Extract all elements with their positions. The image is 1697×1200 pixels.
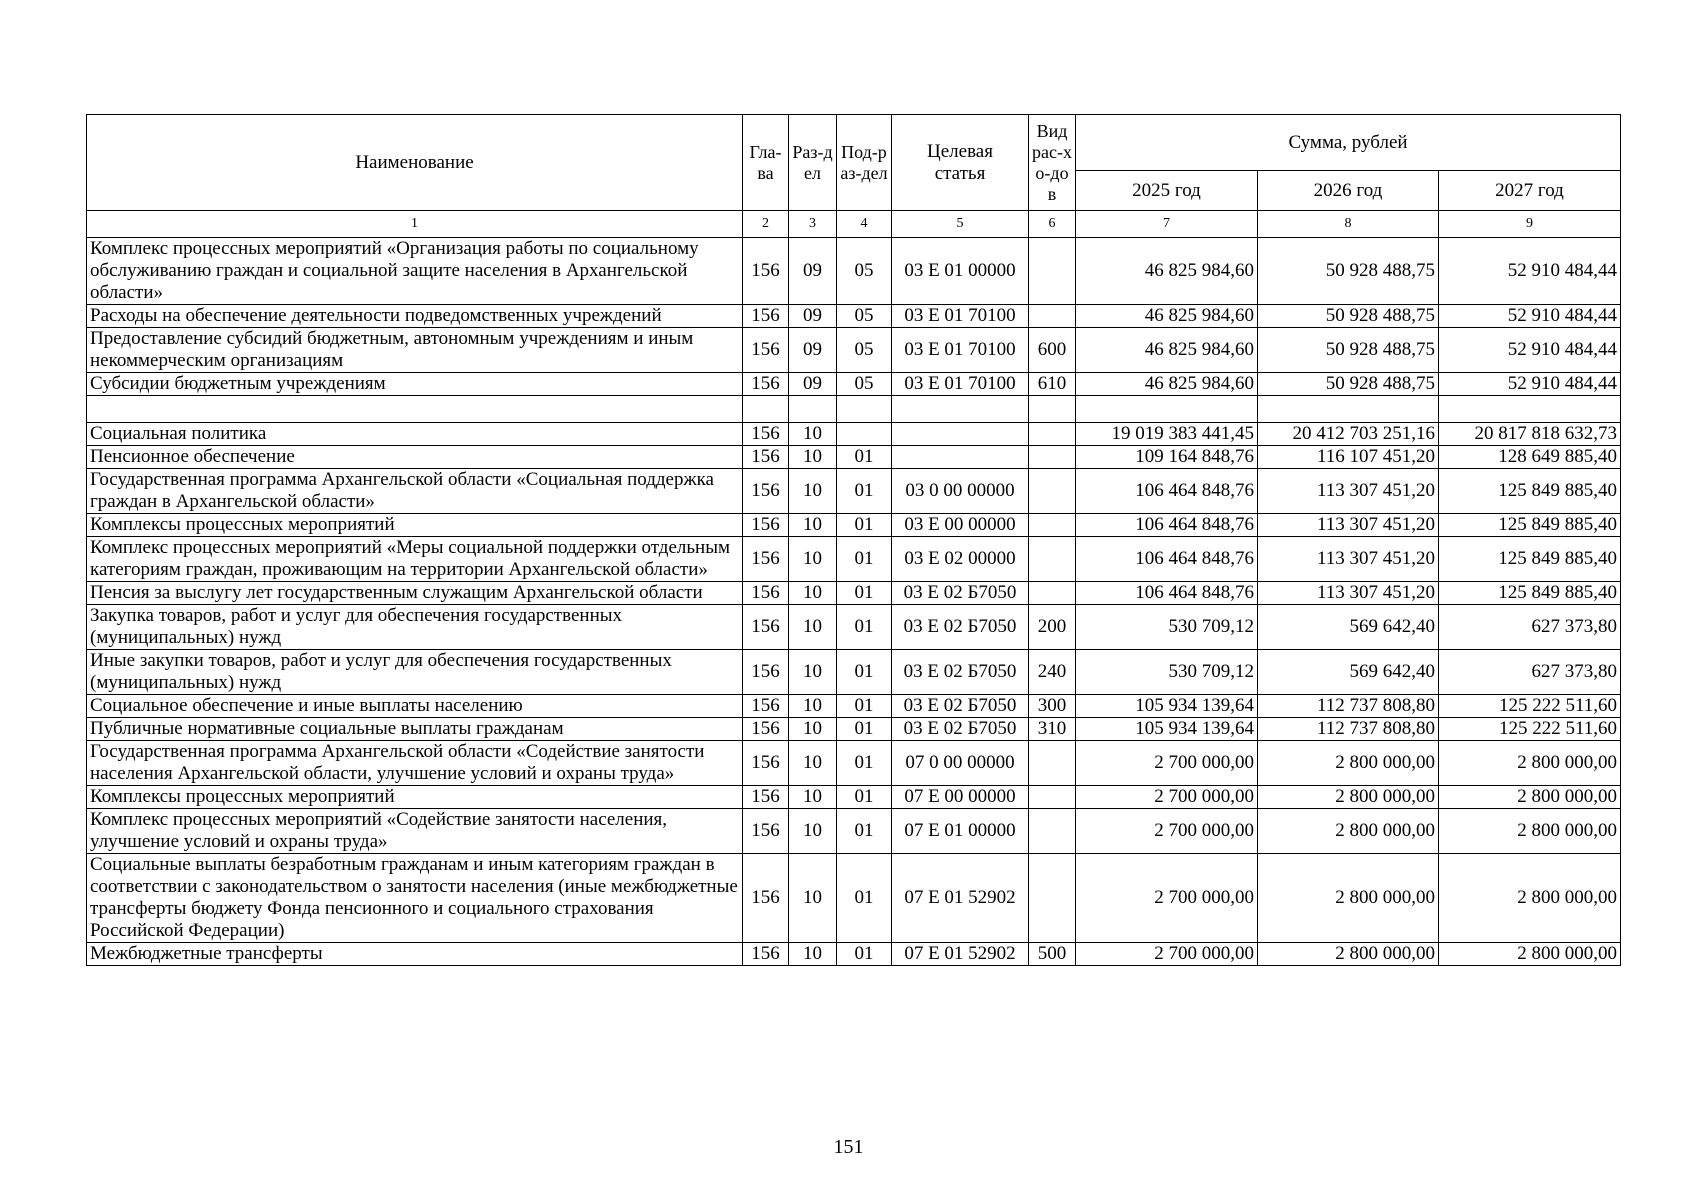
table-row (87, 469, 1621, 514)
row-sum-2027: 125 849 885,40 (1439, 469, 1621, 514)
row-chapter: 156 (743, 238, 789, 305)
row-sum-2027: 52 910 484,44 (1439, 238, 1621, 305)
row-section: 10 (789, 786, 837, 809)
row-subsection: 01 (837, 695, 892, 718)
header-section (789, 115, 837, 211)
table-row (87, 650, 1621, 695)
row-subsection (837, 396, 892, 423)
row-target-article: 03 Е 01 70100 (892, 373, 1029, 396)
table-row (87, 786, 1621, 809)
column-number: 5 (892, 211, 1029, 238)
row-subsection: 01 (837, 741, 892, 786)
row-target-article: 03 Е 02 Б7050 (892, 650, 1029, 695)
row-expense-type: 300 (1029, 695, 1076, 718)
row-sum-2026: 2 800 000,00 (1258, 786, 1439, 809)
row-name: Комплекс процессных мероприятий «Содействие занятости населения, улучшение условий и охраны труда» (87, 809, 743, 854)
row-sum-2025: 2 700 000,00 (1076, 741, 1258, 786)
table-row (87, 741, 1621, 786)
row-expense-type: 200 (1029, 605, 1076, 650)
row-sum-2027: 2 800 000,00 (1439, 786, 1621, 809)
row-target-article: 07 Е 01 52902 (892, 854, 1029, 943)
row-chapter: 156 (743, 446, 789, 469)
header-section-label: Раз-дел (792, 141, 833, 183)
row-sum-2027: 20 817 818 632,73 (1439, 423, 1621, 446)
row-sum-2026: 2 800 000,00 (1258, 943, 1439, 966)
row-chapter: 156 (743, 373, 789, 396)
row-expense-type (1029, 514, 1076, 537)
row-sum-2026: 2 800 000,00 (1258, 854, 1439, 943)
header-subsection (837, 115, 892, 211)
row-subsection: 01 (837, 446, 892, 469)
column-number: 3 (789, 211, 837, 238)
row-subsection: 05 (837, 305, 892, 328)
row-sum-2027: 2 800 000,00 (1439, 943, 1621, 966)
row-expense-type: 600 (1029, 328, 1076, 373)
row-subsection: 01 (837, 854, 892, 943)
row-section: 10 (789, 605, 837, 650)
row-chapter: 156 (743, 786, 789, 809)
row-sum-2027: 627 373,80 (1439, 605, 1621, 650)
row-sum-2025: 2 700 000,00 (1076, 854, 1258, 943)
row-chapter: 156 (743, 650, 789, 695)
row-sum-2027: 2 800 000,00 (1439, 741, 1621, 786)
row-name: Предоставление субсидий бюджетным, автономным учреждениям и иным некоммерческим организациям (87, 328, 743, 373)
row-sum-2026: 113 307 451,20 (1258, 582, 1439, 605)
row-sum-2026: 116 107 451,20 (1258, 446, 1439, 469)
header-target-article-label: Целевая статья (927, 140, 993, 184)
row-expense-type (1029, 854, 1076, 943)
row-subsection: 01 (837, 718, 892, 741)
column-number: 2 (743, 211, 789, 238)
table-row (87, 718, 1621, 741)
row-name: Государственная программа Архангельской области «Содействие занятости населения Архангельской области, улучшение условий и охраны труда» (87, 741, 743, 786)
row-sum-2025: 2 700 000,00 (1076, 786, 1258, 809)
row-section: 09 (789, 328, 837, 373)
row-subsection: 01 (837, 650, 892, 695)
row-expense-type (1029, 786, 1076, 809)
column-number: 8 (1258, 211, 1439, 238)
row-sum-2027: 128 649 885,40 (1439, 446, 1621, 469)
row-sum-2026: 569 642,40 (1258, 650, 1439, 695)
row-subsection: 01 (837, 943, 892, 966)
row-sum-2027: 125 849 885,40 (1439, 514, 1621, 537)
row-target-article: 03 Е 01 70100 (892, 328, 1029, 373)
row-expense-type (1029, 423, 1076, 446)
row-subsection: 01 (837, 514, 892, 537)
row-expense-type: 310 (1029, 718, 1076, 741)
row-sum-2025: 109 164 848,76 (1076, 446, 1258, 469)
row-sum-2027: 52 910 484,44 (1439, 305, 1621, 328)
row-expense-type (1029, 396, 1076, 423)
row-target-article: 03 Е 01 70100 (892, 305, 1029, 328)
header-sum: Сумма, рублей (1076, 115, 1621, 171)
row-name: Иные закупки товаров, работ и услуг для обеспечения государственных (муниципальных) нужд (87, 650, 743, 695)
row-target-article: 07 Е 01 00000 (892, 809, 1029, 854)
row-expense-type: 240 (1029, 650, 1076, 695)
row-sum-2025: 106 464 848,76 (1076, 537, 1258, 582)
row-name: Пенсия за выслугу лет государственным служащим Архангельской области (87, 582, 743, 605)
row-section (789, 396, 837, 423)
row-sum-2027: 2 800 000,00 (1439, 809, 1621, 854)
row-expense-type (1029, 469, 1076, 514)
row-target-article: 03 Е 02 00000 (892, 537, 1029, 582)
row-sum-2027: 125 222 511,60 (1439, 695, 1621, 718)
column-number: 1 (87, 211, 743, 238)
row-section: 10 (789, 943, 837, 966)
row-sum-2027: 52 910 484,44 (1439, 373, 1621, 396)
row-section: 09 (789, 238, 837, 305)
page-number: 151 (833, 1136, 864, 1158)
table-row (87, 695, 1621, 718)
row-section: 10 (789, 809, 837, 854)
row-subsection: 01 (837, 537, 892, 582)
row-sum-2026: 20 412 703 251,16 (1258, 423, 1439, 446)
row-target-article: 07 0 00 00000 (892, 741, 1029, 786)
row-section: 09 (789, 305, 837, 328)
row-sum-2026: 113 307 451,20 (1258, 514, 1439, 537)
table-row (87, 328, 1621, 373)
header-target-article (892, 115, 1029, 211)
row-section: 10 (789, 582, 837, 605)
row-target-article: 03 Е 00 00000 (892, 514, 1029, 537)
header-chapter (743, 115, 789, 211)
row-target-article: 03 Е 01 00000 (892, 238, 1029, 305)
table-body (87, 238, 1621, 966)
row-expense-type (1029, 305, 1076, 328)
row-sum-2026: 112 737 808,80 (1258, 695, 1439, 718)
row-name: Публичные нормативные социальные выплаты гражданам (87, 718, 743, 741)
row-sum-2025: 106 464 848,76 (1076, 582, 1258, 605)
row-sum-2026: 569 642,40 (1258, 605, 1439, 650)
row-sum-2025: 106 464 848,76 (1076, 514, 1258, 537)
row-target-article: 03 Е 02 Б7050 (892, 695, 1029, 718)
row-sum-2025: 530 709,12 (1076, 650, 1258, 695)
row-chapter: 156 (743, 809, 789, 854)
row-sum-2026: 50 928 488,75 (1258, 373, 1439, 396)
row-subsection: 05 (837, 373, 892, 396)
table-row (87, 854, 1621, 943)
table-row (87, 537, 1621, 582)
row-chapter: 156 (743, 741, 789, 786)
header-year-2027: 2027 год (1439, 171, 1621, 211)
row-target-article: 03 Е 02 Б7050 (892, 605, 1029, 650)
row-subsection: 01 (837, 809, 892, 854)
row-sum-2027: 2 800 000,00 (1439, 854, 1621, 943)
row-chapter: 156 (743, 328, 789, 373)
row-section: 10 (789, 423, 837, 446)
row-sum-2026: 113 307 451,20 (1258, 537, 1439, 582)
row-target-article: 07 Е 01 52902 (892, 943, 1029, 966)
row-expense-type (1029, 741, 1076, 786)
header-chapter-label: Гла-ва (749, 141, 782, 183)
table-row (87, 373, 1621, 396)
budget-table (86, 114, 1621, 966)
row-target-article: 03 0 00 00000 (892, 469, 1029, 514)
row-target-article: 03 Е 02 Б7050 (892, 582, 1029, 605)
row-section: 10 (789, 469, 837, 514)
table-row (87, 423, 1621, 446)
row-name: Межбюджетные трансферты (87, 943, 743, 966)
row-sum-2025 (1076, 396, 1258, 423)
row-sum-2026: 2 800 000,00 (1258, 741, 1439, 786)
row-sum-2026: 50 928 488,75 (1258, 328, 1439, 373)
table-row (87, 582, 1621, 605)
table-row (87, 238, 1621, 305)
row-chapter: 156 (743, 582, 789, 605)
row-chapter: 156 (743, 537, 789, 582)
row-sum-2025: 19 019 383 441,45 (1076, 423, 1258, 446)
row-section: 10 (789, 446, 837, 469)
row-sum-2025: 105 934 139,64 (1076, 718, 1258, 741)
table-row (87, 943, 1621, 966)
table-row (87, 605, 1621, 650)
row-sum-2027: 125 849 885,40 (1439, 537, 1621, 582)
row-sum-2026: 50 928 488,75 (1258, 238, 1439, 305)
row-chapter: 156 (743, 305, 789, 328)
row-chapter: 156 (743, 605, 789, 650)
row-sum-2027: 627 373,80 (1439, 650, 1621, 695)
row-name: Пенсионное обеспечение (87, 446, 743, 469)
row-target-article (892, 423, 1029, 446)
column-number: 4 (837, 211, 892, 238)
row-section: 10 (789, 854, 837, 943)
row-sum-2026: 113 307 451,20 (1258, 469, 1439, 514)
column-number: 7 (1076, 211, 1258, 238)
header-expense-type-label: Вид рас-хо-дов (1032, 120, 1072, 204)
column-numbers-row (87, 211, 1621, 238)
row-sum-2027: 125 222 511,60 (1439, 718, 1621, 741)
row-section: 10 (789, 650, 837, 695)
header-subsection-label: Под-раз-дел (840, 141, 888, 183)
column-number: 9 (1439, 211, 1621, 238)
row-section: 10 (789, 537, 837, 582)
row-name: Комплекс процессных мероприятий «Организация работы по социальному обслуживанию граждан и социальной защите населения в Архангельской области» (87, 238, 743, 305)
row-subsection: 05 (837, 328, 892, 373)
row-name: Социальная политика (87, 423, 743, 446)
row-name: Расходы на обеспечение деятельности подведомственных учреждений (87, 305, 743, 328)
row-target-article (892, 396, 1029, 423)
row-sum-2027: 52 910 484,44 (1439, 328, 1621, 373)
row-chapter (743, 396, 789, 423)
row-chapter: 156 (743, 854, 789, 943)
row-section: 10 (789, 695, 837, 718)
table-row (87, 396, 1621, 423)
row-name: Субсидии бюджетным учреждениям (87, 373, 743, 396)
table-row (87, 305, 1621, 328)
row-name: Закупка товаров, работ и услуг для обеспечения государственных (муниципальных) нужд (87, 605, 743, 650)
row-sum-2026 (1258, 396, 1439, 423)
row-sum-2025: 2 700 000,00 (1076, 943, 1258, 966)
row-chapter: 156 (743, 469, 789, 514)
header-year-2026: 2026 год (1258, 171, 1439, 211)
row-subsection: 01 (837, 605, 892, 650)
row-section: 10 (789, 514, 837, 537)
row-subsection: 01 (837, 469, 892, 514)
row-sum-2025: 530 709,12 (1076, 605, 1258, 650)
row-expense-type (1029, 238, 1076, 305)
row-name: Комплексы процессных мероприятий (87, 786, 743, 809)
row-name: Комплекс процессных мероприятий «Меры социальной поддержки отдельным категориям граждан, проживающим на территории Архангельской области» (87, 537, 743, 582)
row-sum-2025: 46 825 984,60 (1076, 328, 1258, 373)
row-sum-2025: 2 700 000,00 (1076, 809, 1258, 854)
row-section: 10 (789, 718, 837, 741)
row-name: Государственная программа Архангельской области «Социальная поддержка граждан в Архангельской области» (87, 469, 743, 514)
row-sum-2025: 106 464 848,76 (1076, 469, 1258, 514)
row-sum-2026: 50 928 488,75 (1258, 305, 1439, 328)
row-chapter: 156 (743, 514, 789, 537)
header-year-2025: 2025 год (1076, 171, 1258, 211)
table-row (87, 809, 1621, 854)
row-sum-2025: 46 825 984,60 (1076, 238, 1258, 305)
row-expense-type: 500 (1029, 943, 1076, 966)
row-chapter: 156 (743, 718, 789, 741)
row-name: Социальные выплаты безработным гражданам и иным категориям граждан в соответствии с законодательством о занятости населения (иные межбюджетные трансферты бюджету Фонда пенсионного и социального страхования Российской Федерации) (87, 854, 743, 943)
row-sum-2026: 2 800 000,00 (1258, 809, 1439, 854)
row-subsection: 05 (837, 238, 892, 305)
row-target-article: 03 Е 02 Б7050 (892, 718, 1029, 741)
header-expense-type (1029, 115, 1076, 211)
row-expense-type (1029, 537, 1076, 582)
row-subsection (837, 423, 892, 446)
row-sum-2027 (1439, 396, 1621, 423)
column-number: 6 (1029, 211, 1076, 238)
row-expense-type (1029, 809, 1076, 854)
row-name: Комплексы процессных мероприятий (87, 514, 743, 537)
row-name: Социальное обеспечение и иные выплаты населению (87, 695, 743, 718)
row-subsection: 01 (837, 582, 892, 605)
row-chapter: 156 (743, 943, 789, 966)
row-sum-2025: 46 825 984,60 (1076, 373, 1258, 396)
row-sum-2026: 112 737 808,80 (1258, 718, 1439, 741)
row-target-article (892, 446, 1029, 469)
row-name (87, 396, 743, 423)
budget-table-container (86, 114, 1620, 966)
row-chapter: 156 (743, 695, 789, 718)
row-sum-2027: 125 849 885,40 (1439, 582, 1621, 605)
header-name: Наименование (87, 115, 743, 211)
row-section: 10 (789, 741, 837, 786)
row-sum-2025: 105 934 139,64 (1076, 695, 1258, 718)
row-expense-type (1029, 446, 1076, 469)
table-row (87, 446, 1621, 469)
row-chapter: 156 (743, 423, 789, 446)
table-row (87, 514, 1621, 537)
row-expense-type: 610 (1029, 373, 1076, 396)
row-subsection: 01 (837, 786, 892, 809)
row-expense-type (1029, 582, 1076, 605)
row-target-article: 07 Е 00 00000 (892, 786, 1029, 809)
row-section: 09 (789, 373, 837, 396)
row-sum-2025: 46 825 984,60 (1076, 305, 1258, 328)
